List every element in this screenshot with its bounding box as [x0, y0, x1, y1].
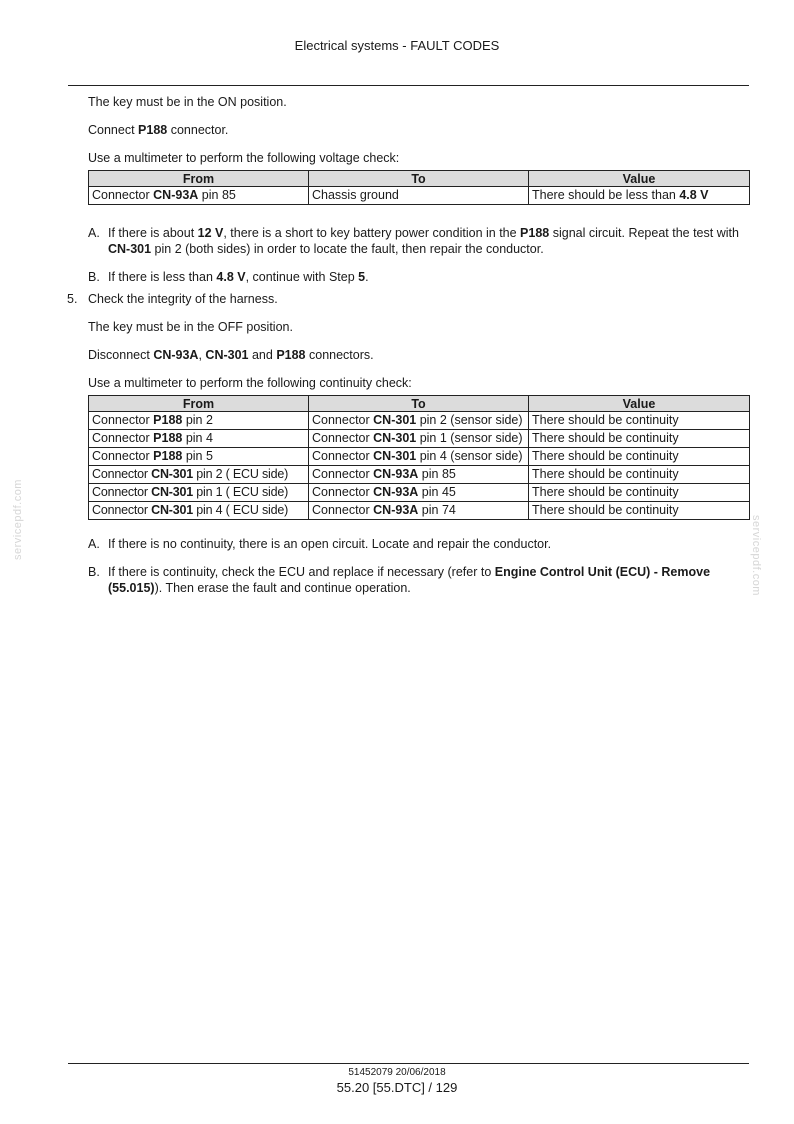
table-row [89, 484, 750, 502]
list-marker: A. [88, 226, 100, 240]
cell-to: Connector CN-93A pin 74 [309, 502, 529, 520]
cell-to: Connector CN-301 pin 1 (sensor side) [309, 430, 529, 448]
final-a: A. If there is no continuity, there is an open circuit. Locate and repair the conductor. [88, 537, 552, 551]
cell-from: Connector P188 pin 2 [89, 412, 309, 430]
step-number: 5. [67, 292, 78, 306]
cell-to: Chassis ground [309, 187, 529, 205]
table-row [89, 502, 750, 520]
cell-value: There should be continuity [529, 466, 750, 484]
cell-from: Connector CN-93A pin 85 [89, 187, 309, 205]
disconnect-instruction: Disconnect CN-93A, CN-301 and P188 connectors. [88, 348, 374, 362]
key-on-instruction: The key must be in the ON position. [88, 95, 287, 109]
voltage-check-instruction: Use a multimeter to perform the following voltage check: [88, 151, 400, 165]
result-b: B. If there is less than 4.8 V, continue with Step 5. [88, 270, 369, 284]
column-header-value: Value [529, 171, 750, 187]
cell-from: Connector CN-301 pin 2 ( ECU side) [89, 466, 309, 484]
table-row [89, 430, 750, 448]
cell-from: Connector CN-301 pin 1 ( ECU side) [89, 484, 309, 502]
cell-from: Connector P188 pin 4 [89, 430, 309, 448]
list-marker: B. [88, 565, 100, 579]
result-a: A. If there is about 12 V, there is a short to key battery power condition in the P188 signal circuit. Repeat the test with CN-301 pin 2 (both sides) in order to locate the fault, then repair the conductor. [88, 226, 739, 256]
table-row [89, 187, 750, 205]
table-header-row [89, 396, 750, 412]
table-row [89, 466, 750, 484]
column-header-from: From [89, 396, 309, 412]
page-header: Electrical systems - FAULT CODES [294, 38, 500, 53]
column-header-value: Value [529, 396, 750, 412]
continuity-check-table [88, 395, 750, 520]
key-off-instruction: The key must be in the OFF position. [88, 320, 293, 334]
cell-value: There should be continuity [529, 412, 750, 430]
cell-to: Connector CN-301 pin 2 (sensor side) [309, 412, 529, 430]
cross-reference: Engine Control Unit (ECU) - Remove (55.015) [108, 565, 711, 595]
cell-value: There should be less than 4.8 V [529, 187, 750, 205]
cell-from: Connector P188 pin 5 [89, 448, 309, 466]
table-row [89, 448, 750, 466]
final-b: B. If there is continuity, check the ECU and replace if necessary (refer to Engine Control Unit (ECU) - Remove (55.015)). Then erase the fault and continue operation. [88, 565, 711, 595]
table-row [89, 412, 750, 430]
cell-to: Connector CN-301 pin 4 (sensor side) [309, 448, 529, 466]
footer-doc-code: 51452079 20/06/2018 [348, 1067, 446, 1078]
column-header-from: From [89, 171, 309, 187]
cell-to: Connector CN-93A pin 85 [309, 466, 529, 484]
step-5 [67, 291, 749, 307]
cell-value: There should be continuity [529, 430, 750, 448]
watermark-right: servicepdf.com [750, 515, 762, 596]
cell-to: Connector CN-93A pin 45 [309, 484, 529, 502]
header-rule [68, 85, 749, 86]
watermark-left: servicepdf.com [12, 479, 24, 560]
footer-rule [68, 1063, 749, 1064]
document-body [67, 94, 749, 608]
cell-value: There should be continuity [529, 502, 750, 520]
continuity-check-instruction: Use a multimeter to perform the following continuity check: [88, 376, 412, 390]
connect-instruction: Connect P188 connector. [88, 123, 229, 137]
cell-value: There should be continuity [529, 448, 750, 466]
cell-value: There should be continuity [529, 484, 750, 502]
footer-page-number: 55.20 [55.DTC] / 129 [336, 1080, 458, 1095]
column-header-to: To [309, 171, 529, 187]
cell-from: Connector CN-301 pin 4 ( ECU side) [89, 502, 309, 520]
voltage-check-table [88, 170, 750, 205]
table-header-row [89, 171, 750, 187]
step-text: Check the integrity of the harness. [88, 292, 278, 306]
list-marker: B. [88, 270, 100, 284]
column-header-to: To [309, 396, 529, 412]
list-marker: A. [88, 537, 100, 551]
